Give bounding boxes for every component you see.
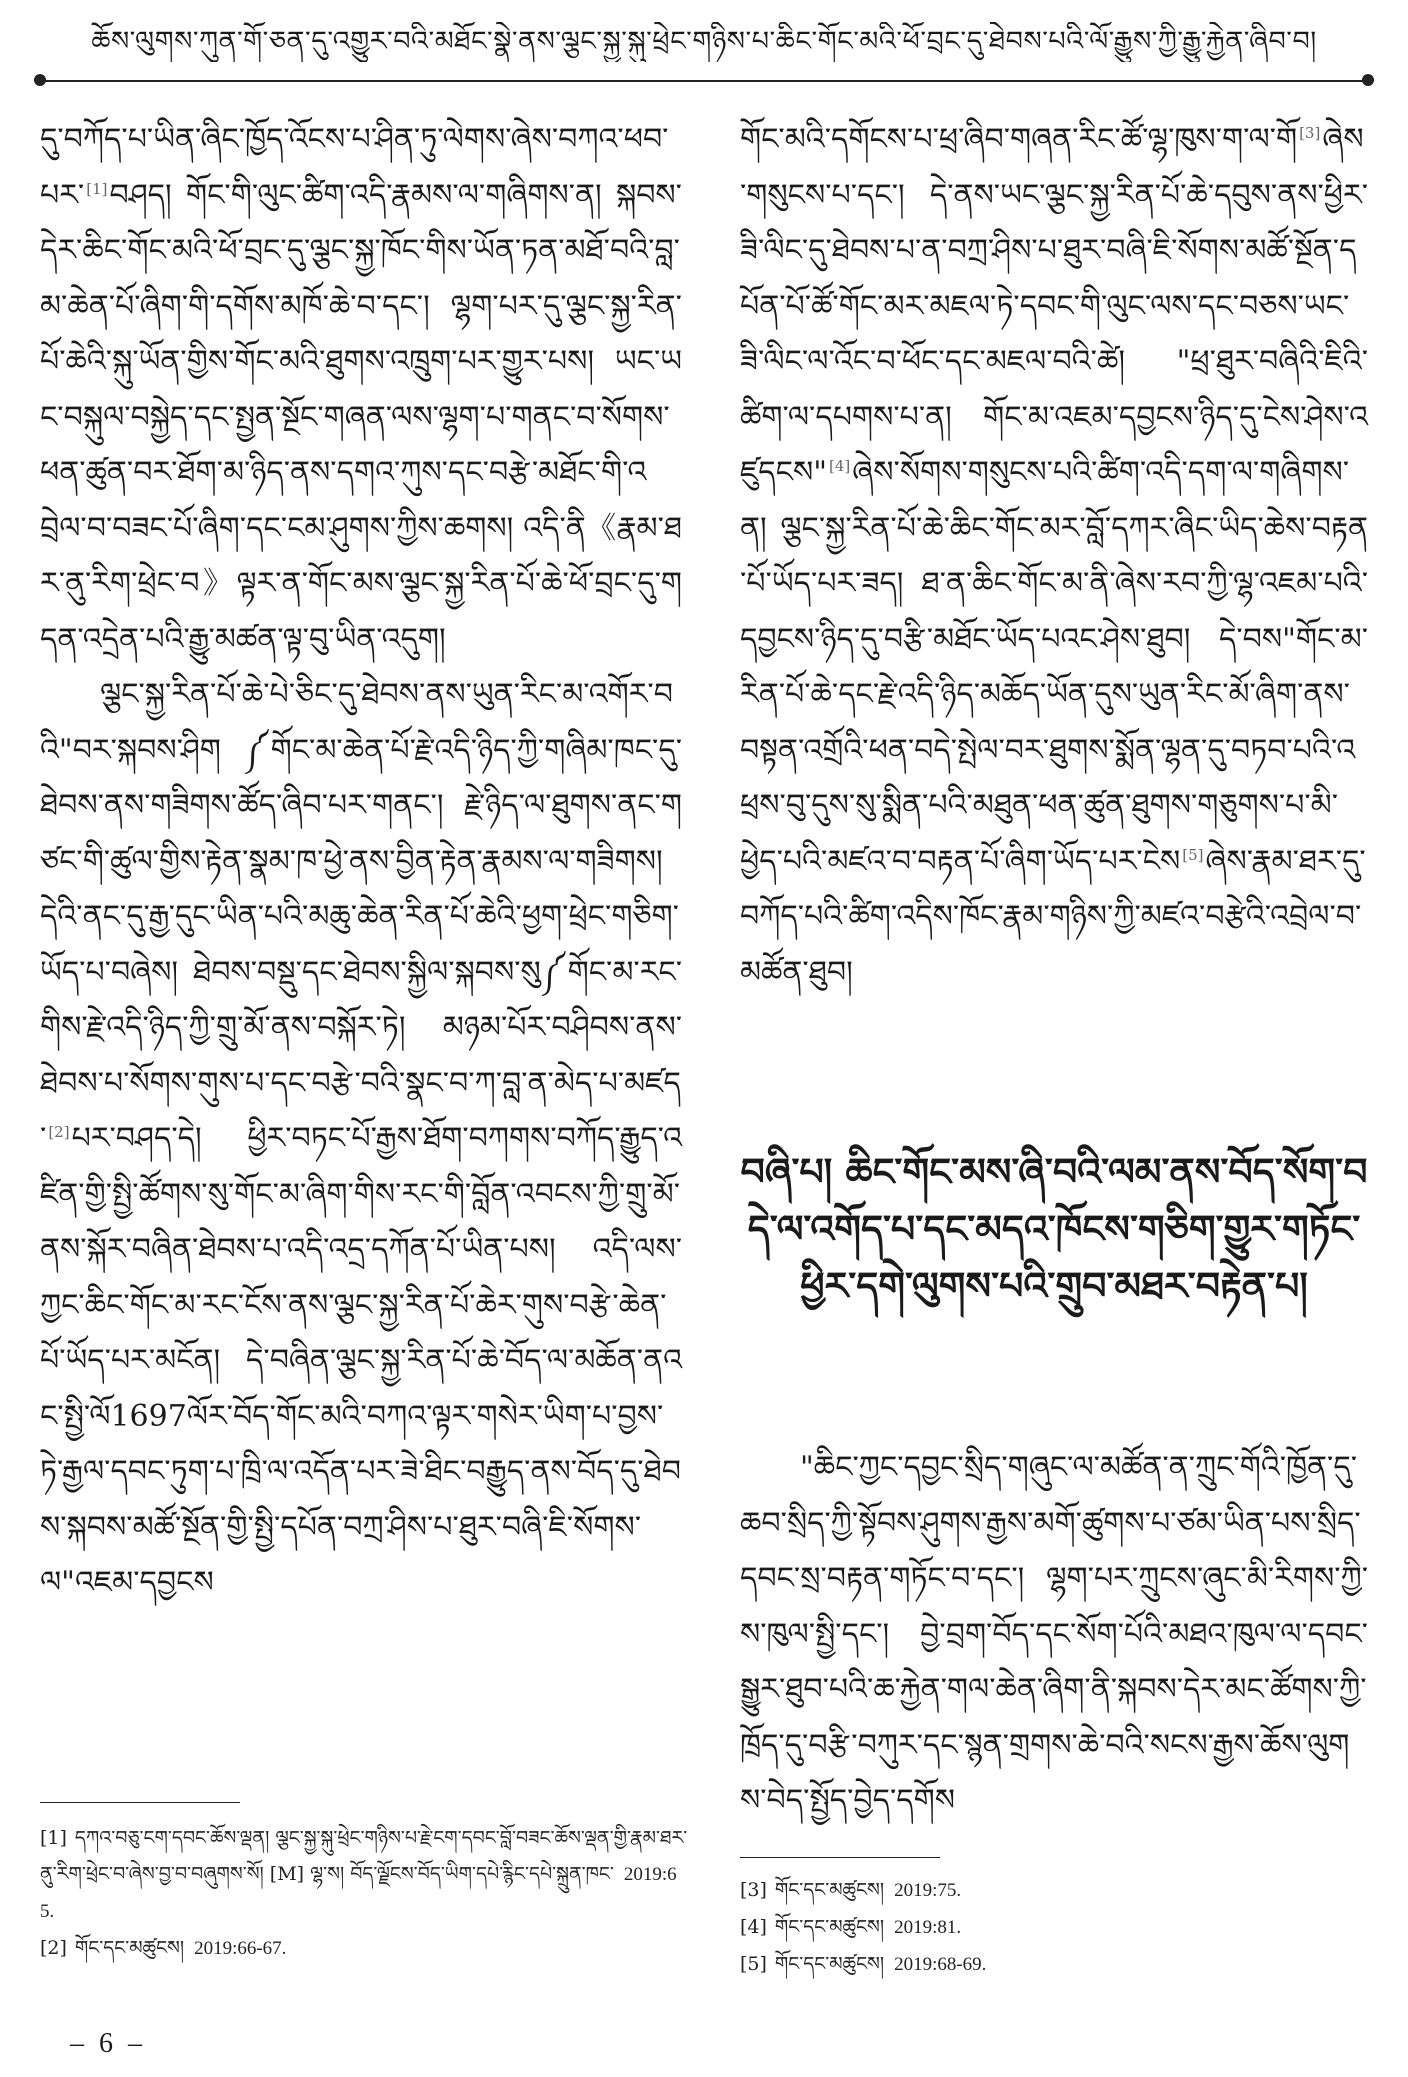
right-paragraph-2: "ཆིང་ཀྱང་དབྱང་སྲིད་གཞུང་ལ་མཚོན་ན་ཀྲུང་གོའི་ཁྱོན་དུ་ཆབ་སྲིད་ཀྱི་སྟོབས་ཤུགས་རྒྱས་མགོ་ཚུགས་པ་ཙམ་ཡིན་པས་སྲིད་དབང་སྲ་བརྟན་གཏོང་བ་དང་། ལྷག་པར་ཀྲུངས་ཞུང་མི་རིགས་ཀྱི་ས་ཁུལ་སྤྱི་དང་། བྱེ་བྲག་བོད་དང་སོག་པོའི་མཐའ་ཁུལ་ལ་དབང་སྒྱུར་ཐུབ་པའི་ཆ་རྐྱེན་གལ་ཆེན་ཞིག་ནི་སྐབས་དེར་མང་ཚོགས་ཀྱི་ཁྲོད་དུ་བརྩི་བཀུར་དང་སྙན་གྲགས་ཆེ་བའི་སངས་རྒྱས་ཆོས་ལུགས་བེད་སྤྱོད་བྱེད་དགོས bbox=[740, 1450, 1368, 1818]
footnote-3 bbox=[740, 1872, 1368, 1909]
footnote-5-text: གོང་དང་མཚུངས། bbox=[774, 1953, 885, 1975]
left-paragraph-2-text-b: པར་བཤད་དེ། ཕྱིར་བཏང་པོ་རྒྱས་ཐོག་བཀགས་བཀོད་རྒྱུད་འཛིན་གྱི་སྤྱི་ཚོགས་སུ་གོང་མ་ཞིག་གིས་རང་གི་བློན་འབངས་ཀྱི་གྲུ་མོ་ནས་སྐོར་བཞིན་ཐེབས་པ་འདི་འདྲ་དཀོན་པོ་ཡིན་པས། འདི་ལས་ཀྱང་ཆིང་གོང་མ་རང་ངོས་ནས་ལྕང་སྐྱ་རིན་པོ་ཆེར་གུས་བརྩེ་ཆེན་པོ་ཡོད་པར་མངོན། དེ་བཞིན་ལྕང་སྐྱ་རིན་པོ་ཆེ་བོད་ལ་མཆོན་ནའང་སྤྱི་ལོ1697ལོར་བོད་གོང་མའི་བཀའ་ལྟར་གསེར་ཡིག་པ་བྱས་ཏེ་རྒྱལ་དབང་ཏུག་པ་ཁྲི་ལ་འདོན་པར་ཟེ་ཐིང་བརྒྱུད་ནས་བོད་དུ་ཐེབས་སྐབས་མཚོ་སྔོན་གྱི་སྤྱི་དཔོན་བཀྲ་ཤིས་པ་ཐུར་བཞི་ཇི་སོགས་ལ"འཇམ་དབྱངས bbox=[40, 1121, 682, 1600]
header-rule bbox=[40, 80, 1368, 82]
header-rule-dot-right bbox=[1362, 74, 1374, 86]
footnote-1-number: [1] bbox=[40, 1827, 67, 1849]
left-paragraph-2-text-a: ལྕང་སྐྱ་རིན་པོ་ཆེ་པེ་ཅིང་དུ་ཐེབས་ནས་ཡུན་རིང་མ་འགོར་བའི"བར་སྐབས་ཤིག ༼གོང་མ་ཆེན་པོ་རྗེ་འདི་ཉིད་ཀྱི་གཞིམ་ཁང་དུ་ཐེབས་ནས་གཟིགས་ཚོད་ཞིབ་པར་གནང་། རྗེ་ཉིད་ལ་ཐུགས་ནང་གཙང་གི་ཚུལ་གྱིས་རྟེན་སྣམ་ཁ་ཕྱེ་ནས་བྱིན་རྟེན་རྣམས་ལ་གཟིགས། དེའི་ནང་དུ་རྒྱ་དུང་ཡིན་པའི་མཆུ་ཆེན་རིན་པོ་ཆེའི་ཕྱག་ཕྲེང་གཅིག་ཡོད་པ་བཞེས། ཐེབས་བསྡུ་དང་ཐེབས་སྐྱིལ་སྐབས་སུ༼གོང་མ་རང་གིས་རྗེ་འདི་ཉིད་ཀྱི་གྲུ་མོ་ནས་བསྐོར་ཏེ། མཉམ་པོར་བཤིབས་ནས་ཐེབས་པ་སོགས་གུས་པ་དང་བརྩེ་བའི་སྣང་བ་ཀ་བླ་ན་མེད་པ་མཛད་ bbox=[40, 677, 682, 1156]
left-paragraph-2 bbox=[40, 667, 682, 1611]
footnote-1-text: དཀའ་བཅུ་ངག་དབང་ཆོས་ལྡན། ལྕང་སྐྱ་སྐུ་ཕྲེང་གཉིས་པ་རྗེ་ངག་དབང་བློ་བཟང་ཆོས་ལྡན་གྱི་རྣམ་ཐར་ནུ་རིག་ཕྲེང་བ་ཞེས་བྱ་བ་བཞུགས་སོ། [M] ལྷ་ས། བོད་ལྗོངས་བོད་ཡིག་དཔེ་རྙིང་དཔེ་སྐྲུན་ཁང་ bbox=[40, 1827, 688, 1885]
right-paragraph-1-quote-end: ངས" bbox=[775, 455, 828, 490]
footnotes-left bbox=[40, 1820, 690, 1967]
footnote-1-year: 2019:65. bbox=[40, 1864, 677, 1922]
footnote-4 bbox=[740, 1909, 1368, 1946]
right-paragraph-1 bbox=[740, 112, 1368, 1000]
left-paragraph-1-text-a: དུ་བཀོད་པ་ཡིན་ཞིང་ཁྱོད་འོངས་པ་ཤིན་ཏུ་ལེགས་ཞེས་བཀའ་ཕབ་པར་ bbox=[40, 122, 669, 213]
footnote-rule-right bbox=[740, 1857, 940, 1858]
footnote-2 bbox=[40, 1930, 690, 1967]
left-paragraph-1 bbox=[40, 112, 682, 667]
footnote-ref-1: [1] bbox=[86, 179, 108, 198]
right-column bbox=[740, 112, 1368, 1000]
footnote-3-number: [3] bbox=[740, 1879, 767, 1901]
footnote-5 bbox=[740, 1946, 1368, 1983]
footnote-4-text: གོང་དང་མཚུངས། bbox=[774, 1916, 885, 1938]
footnotes-right bbox=[740, 1872, 1368, 1983]
footnote-1 bbox=[40, 1820, 690, 1930]
footnote-ref-2: [2] bbox=[48, 1123, 70, 1141]
page-number: – 6 – bbox=[70, 2028, 146, 2059]
footnote-3-text: གོང་དང་མཚུངས། bbox=[774, 1879, 885, 1901]
section-heading: བཞི་པ། ཆིང་གོང་མས་ཞི་བའི་ལམ་ནས་བོད་སོག་བདེ་ལ་འགོད་པ་དང་མདའ་ཁོངས་གཅིག་གྱུར་གཏོང་ཕྱིར་དགེ་ལུགས་པའི་གྲུབ་མཐར་བརྟེན་པ། bbox=[740, 1149, 1368, 1308]
footnote-4-year: 2019:81. bbox=[894, 1917, 962, 1938]
footnote-ref-3: [3] bbox=[1299, 124, 1321, 142]
footnote-5-number: [5] bbox=[740, 1953, 767, 1975]
right-paragraph-1-text-c: ཞེས་སོགས་གསུངས་པའི་ཚིག་འདི་དག་ལ་གཞིགས་ན། ལྕང་སྐྱ་རིན་པོ་ཆེ་ཆིང་གོང་མར་བློ་དཀར་ཞིང་ཡིད་ཆེས་བརྟན་པོ་ཡོད་པར་ཟད། ཐ་ན་ཆིང་གོང་མ་ནི་ཞེས་རབ་ཀྱི་ལྷ་འཇམ་པའི་དབྱངས་ཉིད་དུ་བརྩི་མཐོང་ཡོད་པའང་ཤེས་ཐུབ། དེ་བས"གོང་མ་རིན་པོ་ཆེ་དང་རྗེ་འདི་ཉིད་མཆོད་ཡོན་དུས་ཡུན་རིང་མོ་ཞིག་ནས་བསྟན་འགྲོའི་ཕན་བདེ་སྤེལ་བར་ཐུགས་སྨོན་ལྷན་དུ་བཏབ་པའི་འཕྲས་བུ་དུས་སུ་སྨིན་པའི་མཐུན་ཕན་ཚུན་ཐུགས་གཅུགས་པ་མི་ཕྱེད་པའི་མཛའ་བ་བརྟན་པོ་ཞིག་ཡོད་པར་ངེས bbox=[740, 455, 1368, 879]
left-column bbox=[40, 112, 682, 1611]
footnote-4-number: [4] bbox=[740, 1916, 767, 1938]
footnote-2-text: གོང་དང་མཚུངས། bbox=[74, 1937, 185, 1959]
right-paragraph-1-text-a: གོང་མའི་དགོངས་པ་ཕྲ་ཞིབ་གཞན་རིང་ཚོ་ལྷ་ཁུས་ག་ལ་གོ bbox=[740, 122, 1298, 157]
running-header: ཆོས་ལུགས་ཀུན་གོ་ཅན་དུ་འགྱུར་བའི་མཐོང་སྣེ་ནས་ལྕང་སྐྱ་སྐུ་ཕྲེང་གཉིས་པ་ཆིང་གོང་མའི་ཕོ་བྲང་དུ་ཐེབས་པའི་ལོ་རྒྱུས་ཀྱི་རྒྱུ་རྐྱེན་ཞིབ་བ། bbox=[91, 26, 1317, 57]
left-paragraph-1-text-b: བཤད། གོང་གི་ལུང་ཚིག་འདི་རྣམས་ལ་གཞིགས་ན། སྐབས་དེར་ཆིང་གོང་མའི་ཕོ་བྲང་དུ་ལྕང་སྐྱ་ཁོང་གིས་ཡོན་ཏན་མཐོ་བའི་བླ་མ་ཆེན་པོ་ཞིག་གི་དགོས་མཁོ་ཆེ་བ་དང་། ལྷག་པར་དུ་ལྕང་སྐྱ་རིན་པོ་ཆེའི་སྐུ་ཡོན་གྱིས་གོང་མའི་ཐུགས་འཁྲུག་པར་གྱུར་པས། ཡང་ཡང་བསྐུལ་བསྐྱེད་དང་སྤྱན་སྔོང་གཞན་ལས་ལྷག་པ་གནང་བ་སོགས་ཕན་ཚུན་བར་ཐོག་མ་ཉིད་ནས་དགའ་ཀུས་དང་བརྩེ་མཐོང་གི་འབྲེལ་བ་བཟང་པོ་ཞིག་དང་ངམ་ཤུགས་ཀྱིས་ཆགས། འདི་ནི《རྣམ་ཐར་ནུ་རིག་ཕྲེང་བ》ལྟར་ན་གོང་མས་ལྕང་སྐྱ་རིན་པོ་ཆེ་ཕོ་བྲང་དུ་གདན་འདྲེན་པའི་རྒྱུ་མཚན་ལྟ་བུ་ཡིན་འདུག། bbox=[40, 177, 682, 657]
right-column-lower bbox=[740, 1440, 1368, 1829]
footnote-3-year: 2019:75. bbox=[894, 1880, 962, 1901]
footnote-2-year: 2019:66-67. bbox=[194, 1938, 287, 1959]
footnote-rule-left bbox=[40, 1802, 240, 1803]
footnote-2-number: [2] bbox=[40, 1937, 67, 1959]
footnote-ref-5: [5] bbox=[1182, 845, 1204, 864]
right-paragraph-1-text-b: ཞེས་གསུངས་པ་དང་། དེ་ནས་ཡང་ལྕང་སྐྱ་རིན་པོ་ཆེ་དབུས་ནས་ཕྱིར་ཟི་ལིང་དུ་ཐེབས་པ་ན་བཀྲ་ཤིས་པ་ཐུར་བཞི་ཇི་སོགས་མཚོ་སྔོན་དཔོན་པོ་ཚོ་གོང་མར་མཇལ་ཏེ་དབང་གི་ལུང་ལས་དང་བཅས་ཡང་ཟི་ལིང་ལ་འོང་བ་ཕོང་དང་མཇལ་བའི་ཚེ། "ཕྲ་ཐུར་བཞིའི་ཇིའི་ཚིག་ལ་དཔགས་པ་ན། གོང་མ་འཇམ་དབྱངས་ཉིད་དུ་ངེས་ཤེས་འཛུད bbox=[740, 122, 1368, 490]
right-paragraph-1-text-d: ཞེས་རྣམ་ཐར་དུ་བཀོད་པའི་ཚིག་འདིས་ཁོང་རྣམ་གཉིས་ཀྱི་མཛའ་བརྩེའི་འབྲེལ་བ་མཚོན་ཐུབ། bbox=[740, 843, 1366, 990]
footnote-ref-4: [4] bbox=[829, 457, 851, 475]
footnote-5-year: 2019:68-69. bbox=[894, 1954, 987, 1975]
